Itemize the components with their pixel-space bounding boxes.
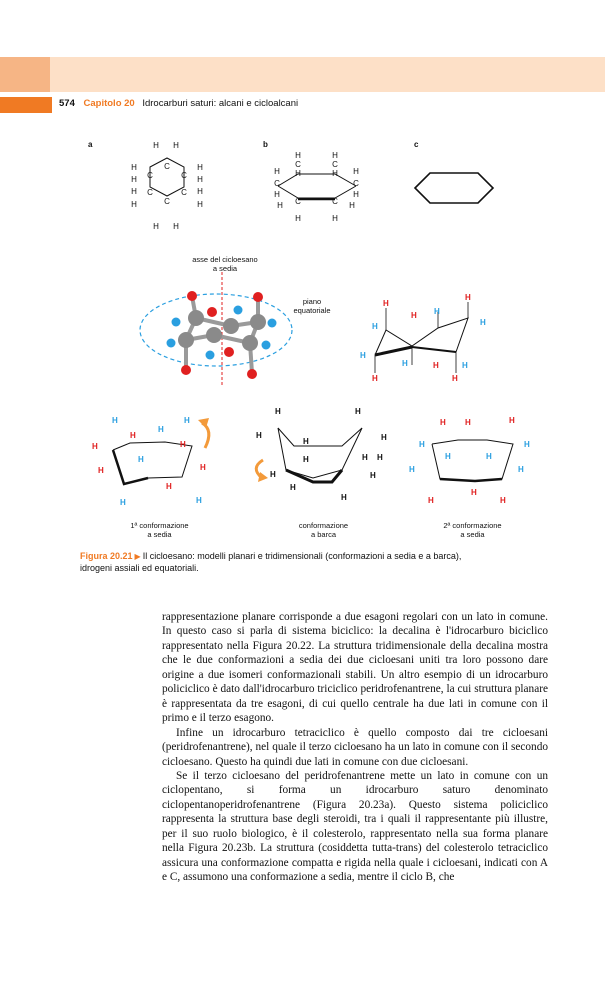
paragraph-2: Infine un idrocarburo tetraciclico è quello composto dai tre cicloesani (peridrofenantrene), nel quale il terzo cicloesano ha un lato in comune con il secondo cicloesano. Questo ha quindi due lati in comune con due cicloesani. (162, 726, 548, 768)
svg-text:H: H (452, 374, 458, 383)
svg-text:H: H (353, 190, 359, 199)
chair-conformation-1 (92, 416, 209, 507)
svg-text:H: H (275, 407, 281, 416)
chapter-title: Idrocarburi saturi: alcani e cicloalcani (142, 98, 299, 109)
svg-text:H: H (197, 163, 203, 172)
svg-text:H: H (353, 167, 359, 176)
svg-text:H: H (465, 418, 471, 427)
boat-conformation-label: conformazione a barca (298, 521, 349, 539)
svg-text:C: C (147, 188, 153, 197)
svg-text:H: H (383, 299, 389, 308)
planar-structure-b (274, 151, 359, 223)
svg-text:C: C (181, 171, 187, 180)
svg-text:H: H (362, 453, 368, 462)
conformation-2-label: 2ª conformazione a sedia (443, 521, 502, 539)
svg-text:H: H (173, 222, 179, 231)
svg-text:H: H (434, 307, 440, 316)
svg-text:H: H (197, 175, 203, 184)
svg-text:H: H (402, 359, 408, 368)
svg-text:H: H (197, 187, 203, 196)
svg-text:H: H (471, 488, 477, 497)
svg-text:H: H (196, 496, 202, 505)
body-text (162, 610, 548, 885)
plane-label: piano equatoriale (293, 297, 331, 315)
planar-structure-a (131, 141, 203, 231)
svg-text:H: H (355, 407, 361, 416)
svg-text:H: H (332, 151, 338, 160)
svg-text:H: H (200, 463, 206, 472)
svg-text:H: H (295, 169, 301, 178)
svg-text:H: H (440, 418, 446, 427)
svg-text:C: C (164, 162, 170, 171)
svg-text:H: H (131, 163, 137, 172)
svg-text:H: H (120, 498, 126, 507)
svg-text:H: H (462, 361, 468, 370)
svg-text:H: H (465, 293, 471, 302)
svg-text:H: H (377, 453, 383, 462)
svg-text:C: C (147, 171, 153, 180)
svg-text:H: H (370, 471, 376, 480)
panel-label-c: c (414, 140, 419, 149)
chair-perspective-model (360, 293, 486, 383)
svg-text:H: H (486, 452, 492, 461)
svg-text:C: C (353, 179, 359, 188)
svg-text:H: H (295, 214, 301, 223)
svg-text:H: H (372, 374, 378, 383)
svg-text:H: H (130, 431, 136, 440)
svg-text:H: H (153, 141, 159, 150)
svg-text:H: H (270, 470, 276, 479)
svg-text:C: C (164, 197, 170, 206)
svg-text:H: H (500, 496, 506, 505)
svg-text:H: H (524, 440, 530, 449)
planar-structure-c-hexagon (415, 173, 493, 203)
svg-text:C: C (332, 160, 338, 169)
svg-text:H: H (332, 169, 338, 178)
figure-caption (80, 551, 480, 574)
svg-text:H: H (372, 322, 378, 331)
caption-arrow-icon: ▶ (134, 552, 141, 561)
svg-text:H: H (295, 151, 301, 160)
svg-text:H: H (158, 425, 164, 434)
svg-text:C: C (332, 197, 338, 206)
svg-text:C: C (274, 179, 280, 188)
svg-text:H: H (428, 496, 434, 505)
svg-text:H: H (138, 455, 144, 464)
svg-text:H: H (92, 442, 98, 451)
svg-text:H: H (518, 465, 524, 474)
svg-text:H: H (166, 482, 172, 491)
svg-text:H: H (277, 201, 283, 210)
figure-number: Figura 20.21 (80, 551, 133, 561)
svg-text:H: H (184, 416, 190, 425)
svg-text:H: H (360, 351, 366, 360)
svg-text:H: H (409, 465, 415, 474)
svg-text:H: H (131, 200, 137, 209)
svg-text:H: H (332, 214, 338, 223)
svg-text:H: H (131, 175, 137, 184)
figure-caption-text: Il cicloesano: modelli planari e tridimensionali (conformazioni a sedia e a barca), idrogeni assiali ed equatoriali. (80, 551, 462, 573)
panel-label-a: a (88, 140, 93, 149)
svg-text:H: H (433, 361, 439, 370)
svg-text:H: H (173, 141, 179, 150)
svg-text:H: H (131, 187, 137, 196)
svg-text:H: H (112, 416, 118, 425)
svg-text:C: C (295, 160, 301, 169)
svg-text:H: H (349, 201, 355, 210)
svg-text:H: H (509, 416, 515, 425)
ball-and-stick-model (140, 272, 292, 385)
paragraph-1: rappresentazione planare corrisponde a due esagoni regolari con un lato in comune. In questo caso si parla di sistema biciclico: la decalina è l'idrocarburo biciclico rappresentato nella Figura 20.22. La struttura tridimensionale della decalina mostra che le due conformazioni a sedia dei due cicloesani uniti tra loro possono dare origine a due isomeri conformazionali stabili. Un altro esempio di un idrocarburo policiclico è dato dall'idrocarburo triciclico peridrofenantrene, la cui struttura planare è rappresentata da tre esagoni, di cui quello centrale ha due lati in comune con il primo e il terzo esagono. (162, 611, 548, 725)
chapter-label: Capitolo 20 (83, 98, 135, 109)
panel-label-b: b (263, 140, 268, 149)
axis-label: asse del cicloesano a sedia (192, 255, 258, 273)
svg-text:H: H (419, 440, 425, 449)
svg-text:H: H (445, 452, 451, 461)
svg-text:H: H (98, 466, 104, 475)
chair-conformation-2 (409, 416, 530, 505)
boat-conformation (256, 407, 387, 502)
svg-text:H: H (411, 311, 417, 320)
paragraph-3: Se il terzo cicloesano del peridrofenantrene mette un lato in comune con un ciclopentano, si forma un idrocarburo saturo denominato ciclopentanoperidrofenantrene (Figura 20.23a). Questo sistema policiclico rappresenta la struttura base degli steroidi, tra i quali il rappresentante più illustre, per il suo ruolo biologico, è il colesterolo, rappresentato nella sua forma planare nella Figura 20.23b. La struttura (cosiddetta tutta-trans) del colesterolo tetraciclico assicura una conformazione compatta e rigida nella quale i cicloesani, indicati con A e C, assumono una conformazione a sedia, mentre il ciclo B, che (162, 769, 548, 884)
svg-text:H: H (274, 190, 280, 199)
svg-text:H: H (303, 437, 309, 446)
page-number: 574 (59, 98, 75, 109)
svg-text:H: H (480, 318, 486, 327)
svg-text:H: H (290, 483, 296, 492)
svg-text:H: H (180, 440, 186, 449)
svg-text:H: H (274, 167, 280, 176)
conformation-1-label: 1ª conformazione a sedia (130, 521, 189, 539)
svg-text:C: C (295, 197, 301, 206)
svg-text:H: H (153, 222, 159, 231)
svg-text:H: H (381, 433, 387, 442)
svg-text:H: H (256, 431, 262, 440)
svg-text:H: H (341, 493, 347, 502)
svg-text:H: H (197, 200, 203, 209)
svg-text:C: C (181, 188, 187, 197)
svg-text:H: H (303, 455, 309, 464)
